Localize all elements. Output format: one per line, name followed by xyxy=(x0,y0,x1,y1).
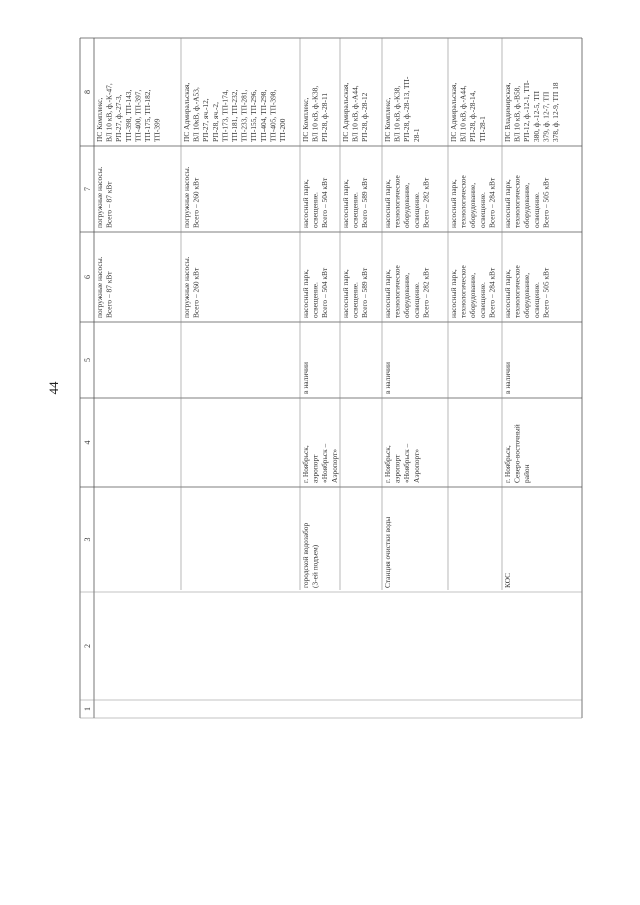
cell-col6-line: насосный парк, xyxy=(503,269,512,318)
cell-col6-line: Всего – 505 кВт xyxy=(541,267,551,318)
cell-col8-line: 380, ф.-12-5, ТП xyxy=(531,91,541,142)
cell-col8-line: ТП-173, ТП-174, xyxy=(220,89,230,142)
cell-col8-line: РП-12, ф.-12-1, ТП- xyxy=(522,80,532,142)
cell-col8-line: ТП-405, ТП-398, xyxy=(268,89,278,142)
cell-col7-line: Всего – 284 кВт xyxy=(487,177,497,228)
cell-col8-line: ТП-233, ТП-281, xyxy=(239,89,249,142)
cell-col8-line: ПС Адмиральская, xyxy=(182,82,191,142)
cell-col7-line: Всего – 589 кВт xyxy=(360,177,370,228)
cell-col8-line: ТП-399 xyxy=(152,118,162,142)
cell-col7-line: технологическое xyxy=(512,175,522,228)
column-header-number: 1 xyxy=(83,707,92,711)
cell-col8-line: ВЛ 10 кВ, ф.-К-47, xyxy=(104,83,114,142)
cell-col7-line: насосный парк, xyxy=(301,179,310,228)
cell-col6-line: Всего – 589 кВт xyxy=(360,267,370,318)
cell-col4-line: Аэропорт» xyxy=(329,448,339,483)
cell-col8-line: ТП-200 xyxy=(278,118,287,142)
cell-col8-line: ВЛ 10 кВ, ф.-К38, xyxy=(392,85,402,142)
column-header-number: 2 xyxy=(83,644,92,648)
cell-col6-line: насосный парк, xyxy=(383,269,392,318)
cell-col8-line: ПС Адмиральская, xyxy=(449,82,458,142)
cell-col4-line: «Ноябрьск – xyxy=(320,443,330,483)
cell-col8-line: 378, ф. 12-9, ТП 18 xyxy=(551,82,560,142)
cell-col6-line: технологическое xyxy=(458,265,468,318)
cell-col8-line: РП-28, ф.-28-13, ТП- xyxy=(402,76,412,142)
cell-col7-line: освещение. xyxy=(411,192,421,228)
cell-col8-line: ПС Комплекс, xyxy=(95,97,104,142)
cell-col6-line: технологическое xyxy=(392,265,402,318)
cell-col7-line: технологическое xyxy=(458,175,468,228)
cell-col7-line: Всего – 504 кВт xyxy=(320,177,330,228)
cell-col8-line: 379, ф. 12-7, ТП xyxy=(541,91,551,142)
column-header-number: 4 xyxy=(83,440,92,445)
cell-col8-line: ПС Комплекс, xyxy=(301,97,310,142)
cell-col8-line: ПС Комплекс, xyxy=(383,97,392,142)
cell-col7-line: технологическое xyxy=(392,175,402,228)
cell-col8-line: ТП-398, ТП-143, xyxy=(123,89,133,142)
cell-col8-line: ТП-175, ТП-182, xyxy=(143,89,152,142)
cell-col4-line: аэропорт xyxy=(392,454,402,483)
cell-col8-line: ПС Адмиральская, xyxy=(341,82,350,142)
cell-col7-line: освещение. xyxy=(350,192,360,228)
cell-col7-line: оборудование, xyxy=(522,182,532,228)
cell-col6-line: Всего – 282 кВт xyxy=(421,267,431,318)
cell-col4-line: аэропорт xyxy=(310,454,320,483)
cell-col7-line: погружные насосы. xyxy=(182,166,191,228)
cell-col5-line: в наличии xyxy=(503,362,512,394)
cell-col4-line: район xyxy=(522,464,532,483)
cell-col7-line: Всего – 87 кВт xyxy=(104,181,114,228)
cell-col4-line: Северо-восточный xyxy=(512,424,522,483)
column-header-number: 6 xyxy=(83,275,92,279)
cell-col6-line: освещение. xyxy=(350,282,360,318)
cell-col8-line: ВЛ 10кВ, ф.-А53, xyxy=(191,87,201,142)
cell-col8-line: РП-28, ф.-28-11 xyxy=(320,92,330,142)
cell-col6-line: оборудование, xyxy=(468,272,478,318)
cell-col8-line: 28-1 xyxy=(411,128,421,142)
cell-col8-line: ТП-155, ТП-296, xyxy=(249,89,259,142)
cell-col8-line: ТП-28-1 xyxy=(477,116,487,142)
cell-col6-line: насосный парк, xyxy=(341,269,350,318)
cell-col7-line: Всего – 505 кВт xyxy=(541,177,551,228)
cell-col4-line: г. Ноябрьск, xyxy=(503,445,512,483)
cell-col6-line: насосный парк, xyxy=(449,269,458,318)
cell-col8-line: РП-27, ф.-27-3, xyxy=(114,94,124,142)
cell-col8-line: РП-28, ф.-28-14, xyxy=(468,90,478,142)
page-number: 44 xyxy=(46,381,61,395)
cell-col7-line: насосный парк, xyxy=(503,179,512,228)
cell-col8-line: РП-27, яч.-12, xyxy=(201,98,211,142)
cell-col6-line: Всего – 87 кВт xyxy=(104,271,114,318)
cell-col6-line: насосный парк, xyxy=(301,269,310,318)
cell-col6-line: Всего – 260 кВт xyxy=(191,267,201,318)
cell-col3-line: городской водозабор xyxy=(301,522,310,588)
cell-col7-line: оборудование, xyxy=(402,182,412,228)
cell-col4-line: Аэропорт» xyxy=(411,448,421,483)
cell-col8-line: ВЛ 10 кВ, ф.-А44, xyxy=(458,85,468,142)
cell-col6-line: оборудование, xyxy=(522,272,532,318)
cell-col7-line: оборудование, xyxy=(468,182,478,228)
cell-col7-line: освещение. xyxy=(477,192,487,228)
cell-col3-line: (3-ей подъем) xyxy=(310,544,320,588)
column-header-number: 7 xyxy=(83,187,92,191)
cell-col6-line: освещение. xyxy=(531,282,541,318)
cell-col7-line: насосный парк, xyxy=(449,179,458,228)
cell-col8-line: РП-28, ф.-28-12 xyxy=(360,92,370,142)
cell-col8-line: ТП-181, ТП-232, xyxy=(230,89,239,142)
column-header-number: 8 xyxy=(83,90,92,94)
cell-col8-line: ТП-400, ТП-397, xyxy=(133,89,143,142)
cell-col7-line: Всего – 282 кВт xyxy=(421,177,431,228)
cell-col4-line: г. Ноябрьск, xyxy=(383,445,392,483)
cell-col6-line: освещение. xyxy=(477,282,487,318)
cell-col6-line: погружные насосы. xyxy=(182,256,191,318)
cell-col8-line: ВЛ 10 кВ, ф.-В58, xyxy=(512,85,522,142)
cell-col8-line: ВЛ 10 кВ, ф.-А44, xyxy=(350,85,360,142)
cell-col4-line: «Ноябрьск – xyxy=(402,443,412,483)
cell-col7-line: насосный парк, xyxy=(341,179,350,228)
cell-col6-line: освещение. xyxy=(411,282,421,318)
cell-col3-line: Станция очистки воды xyxy=(383,516,392,588)
cell-col7-line: освещение. xyxy=(531,192,541,228)
cell-col4-line: г. Ноябрьск, xyxy=(301,445,310,483)
cell-col6-line: погружные насосы. xyxy=(95,256,104,318)
cell-col8-line: ВЛ 10 кВ, ф.-К38, xyxy=(310,85,320,142)
cell-col6-line: Всего – 504 кВт xyxy=(320,267,330,318)
cell-col6-line: оборудование, xyxy=(402,272,412,318)
cell-col8-line: ТП-404, ТП-298, xyxy=(258,89,268,142)
cell-col7-line: Всего – 260 кВт xyxy=(191,177,201,228)
cell-col7-line: насосный парк, xyxy=(383,179,392,228)
cell-col6-line: технологическое xyxy=(512,265,522,318)
cell-col7-line: погружные насосы. xyxy=(95,166,104,228)
column-header-number: 5 xyxy=(83,358,92,362)
cell-col8-line: ПС Владимирская, xyxy=(503,82,512,142)
data-table xyxy=(80,38,582,718)
column-header-number: 3 xyxy=(83,537,92,542)
cell-col6-line: освещение. xyxy=(310,282,320,318)
cell-col8-line: РП-28, яч.-2, xyxy=(210,102,220,142)
cell-col7-line: освещение. xyxy=(310,192,320,228)
cell-col5-line: в наличии xyxy=(383,362,392,394)
cell-col3-line: КОС xyxy=(503,572,512,588)
cell-col6-line: Всего – 284 кВт xyxy=(487,267,497,318)
cell-col5-line: в наличии xyxy=(301,362,310,394)
